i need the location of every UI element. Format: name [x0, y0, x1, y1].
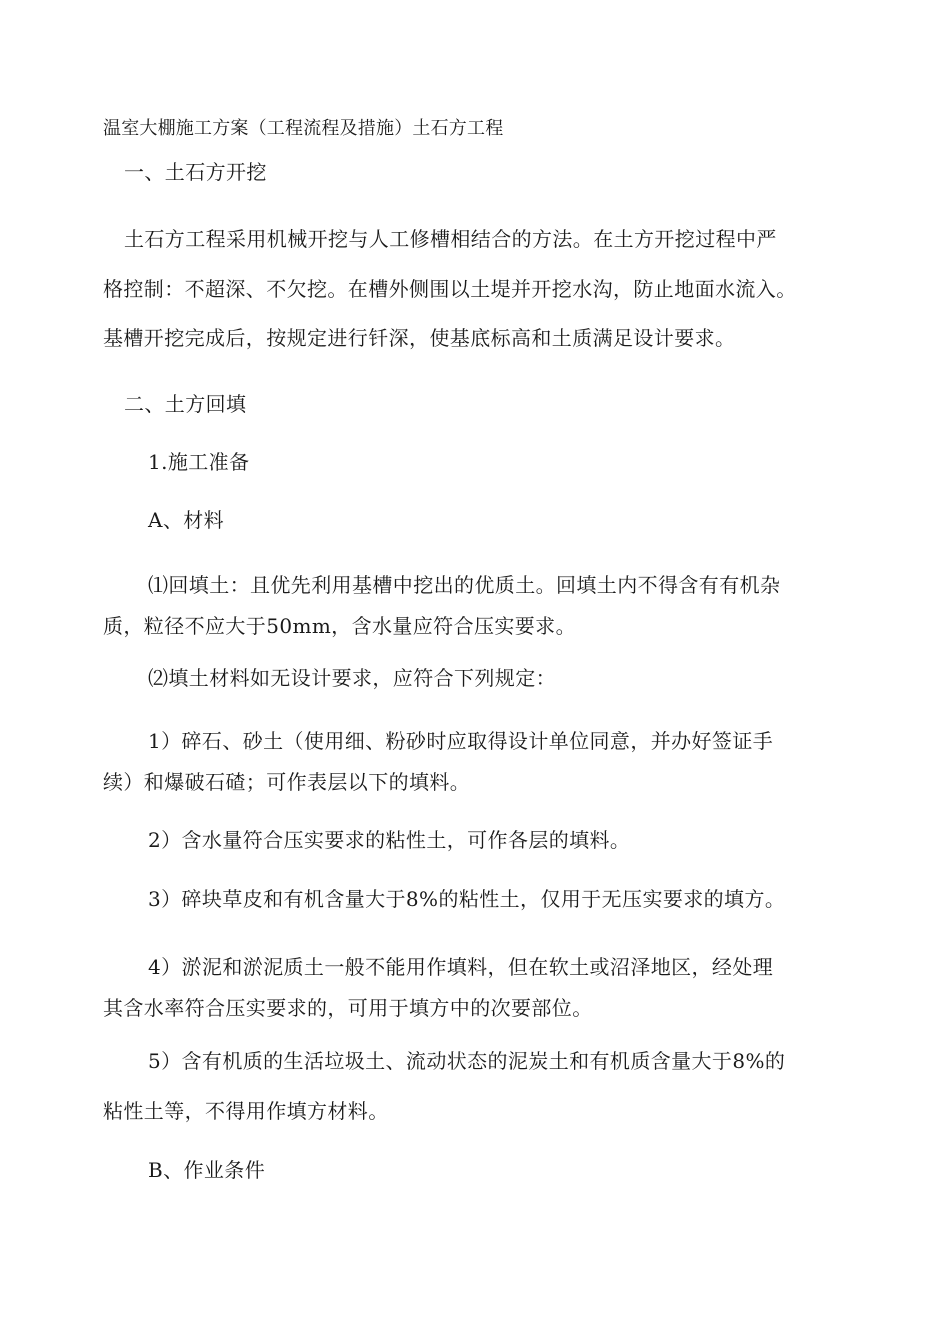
- section-1-paragraph-line-3: 基槽开挖完成后，按规定进行钎深，使基底标高和土质满足设计要求。: [103, 326, 736, 350]
- section-1-paragraph-line-2: 格控制：不超深、不欠挖。在槽外侧围以土堤并开挖水沟，防止地面水流入。: [103, 277, 797, 301]
- rule-1-line-2: 续）和爆破石碴；可作表层以下的填料。: [103, 770, 471, 794]
- section-1-paragraph-line-1: 土石方工程采用机械开挖与人工修槽相结合的方法。在土方开挖过程中严: [124, 227, 777, 251]
- section-2-heading: 二、土方回填: [124, 392, 247, 416]
- item-1-line-1: ⑴回填土：且优先利用基槽中挖出的优质土。回填土内不得含有有机杂: [148, 573, 781, 597]
- rule-5-line-1: 5）含有机质的生活垃圾土、流动状态的泥炭土和有机质含量大于8%的: [148, 1049, 786, 1073]
- rule-1-line-1: 1）碎石、砂土（使用细、粉砂时应取得设计单位同意，并办好签证手: [148, 729, 774, 753]
- rule-4-line-2: 其含水率符合压实要求的，可用于填方中的次要部位。: [103, 996, 593, 1020]
- subsection-b-heading: B、作业条件: [148, 1158, 266, 1182]
- section-1-heading: 一、土石方开挖: [124, 160, 267, 184]
- subsection-a-heading: A、材料: [148, 508, 225, 532]
- item-1-line-2: 质，粒径不应大于50mm，含水量应符合压实要求。: [103, 614, 576, 638]
- document-title: 温室大棚施工方案（工程流程及措施）土石方工程: [103, 118, 504, 139]
- subsection-1-heading: 1.施工准备: [148, 450, 250, 474]
- rule-3-line: 3）碎块草皮和有机含量大于8%的粘性土，仅用于无压实要求的填方。: [148, 887, 786, 911]
- rule-4-line-1: 4）淤泥和淤泥质土一般不能用作填料，但在软土或沼泽地区，经处理: [148, 955, 774, 979]
- rule-2-line: 2）含水量符合压实要求的粘性土，可作各层的填料。: [148, 828, 631, 852]
- item-2-line: ⑵填土材料如无设计要求，应符合下列规定：: [148, 666, 556, 690]
- rule-5-line-2: 粘性土等，不得用作填方材料。: [103, 1099, 389, 1123]
